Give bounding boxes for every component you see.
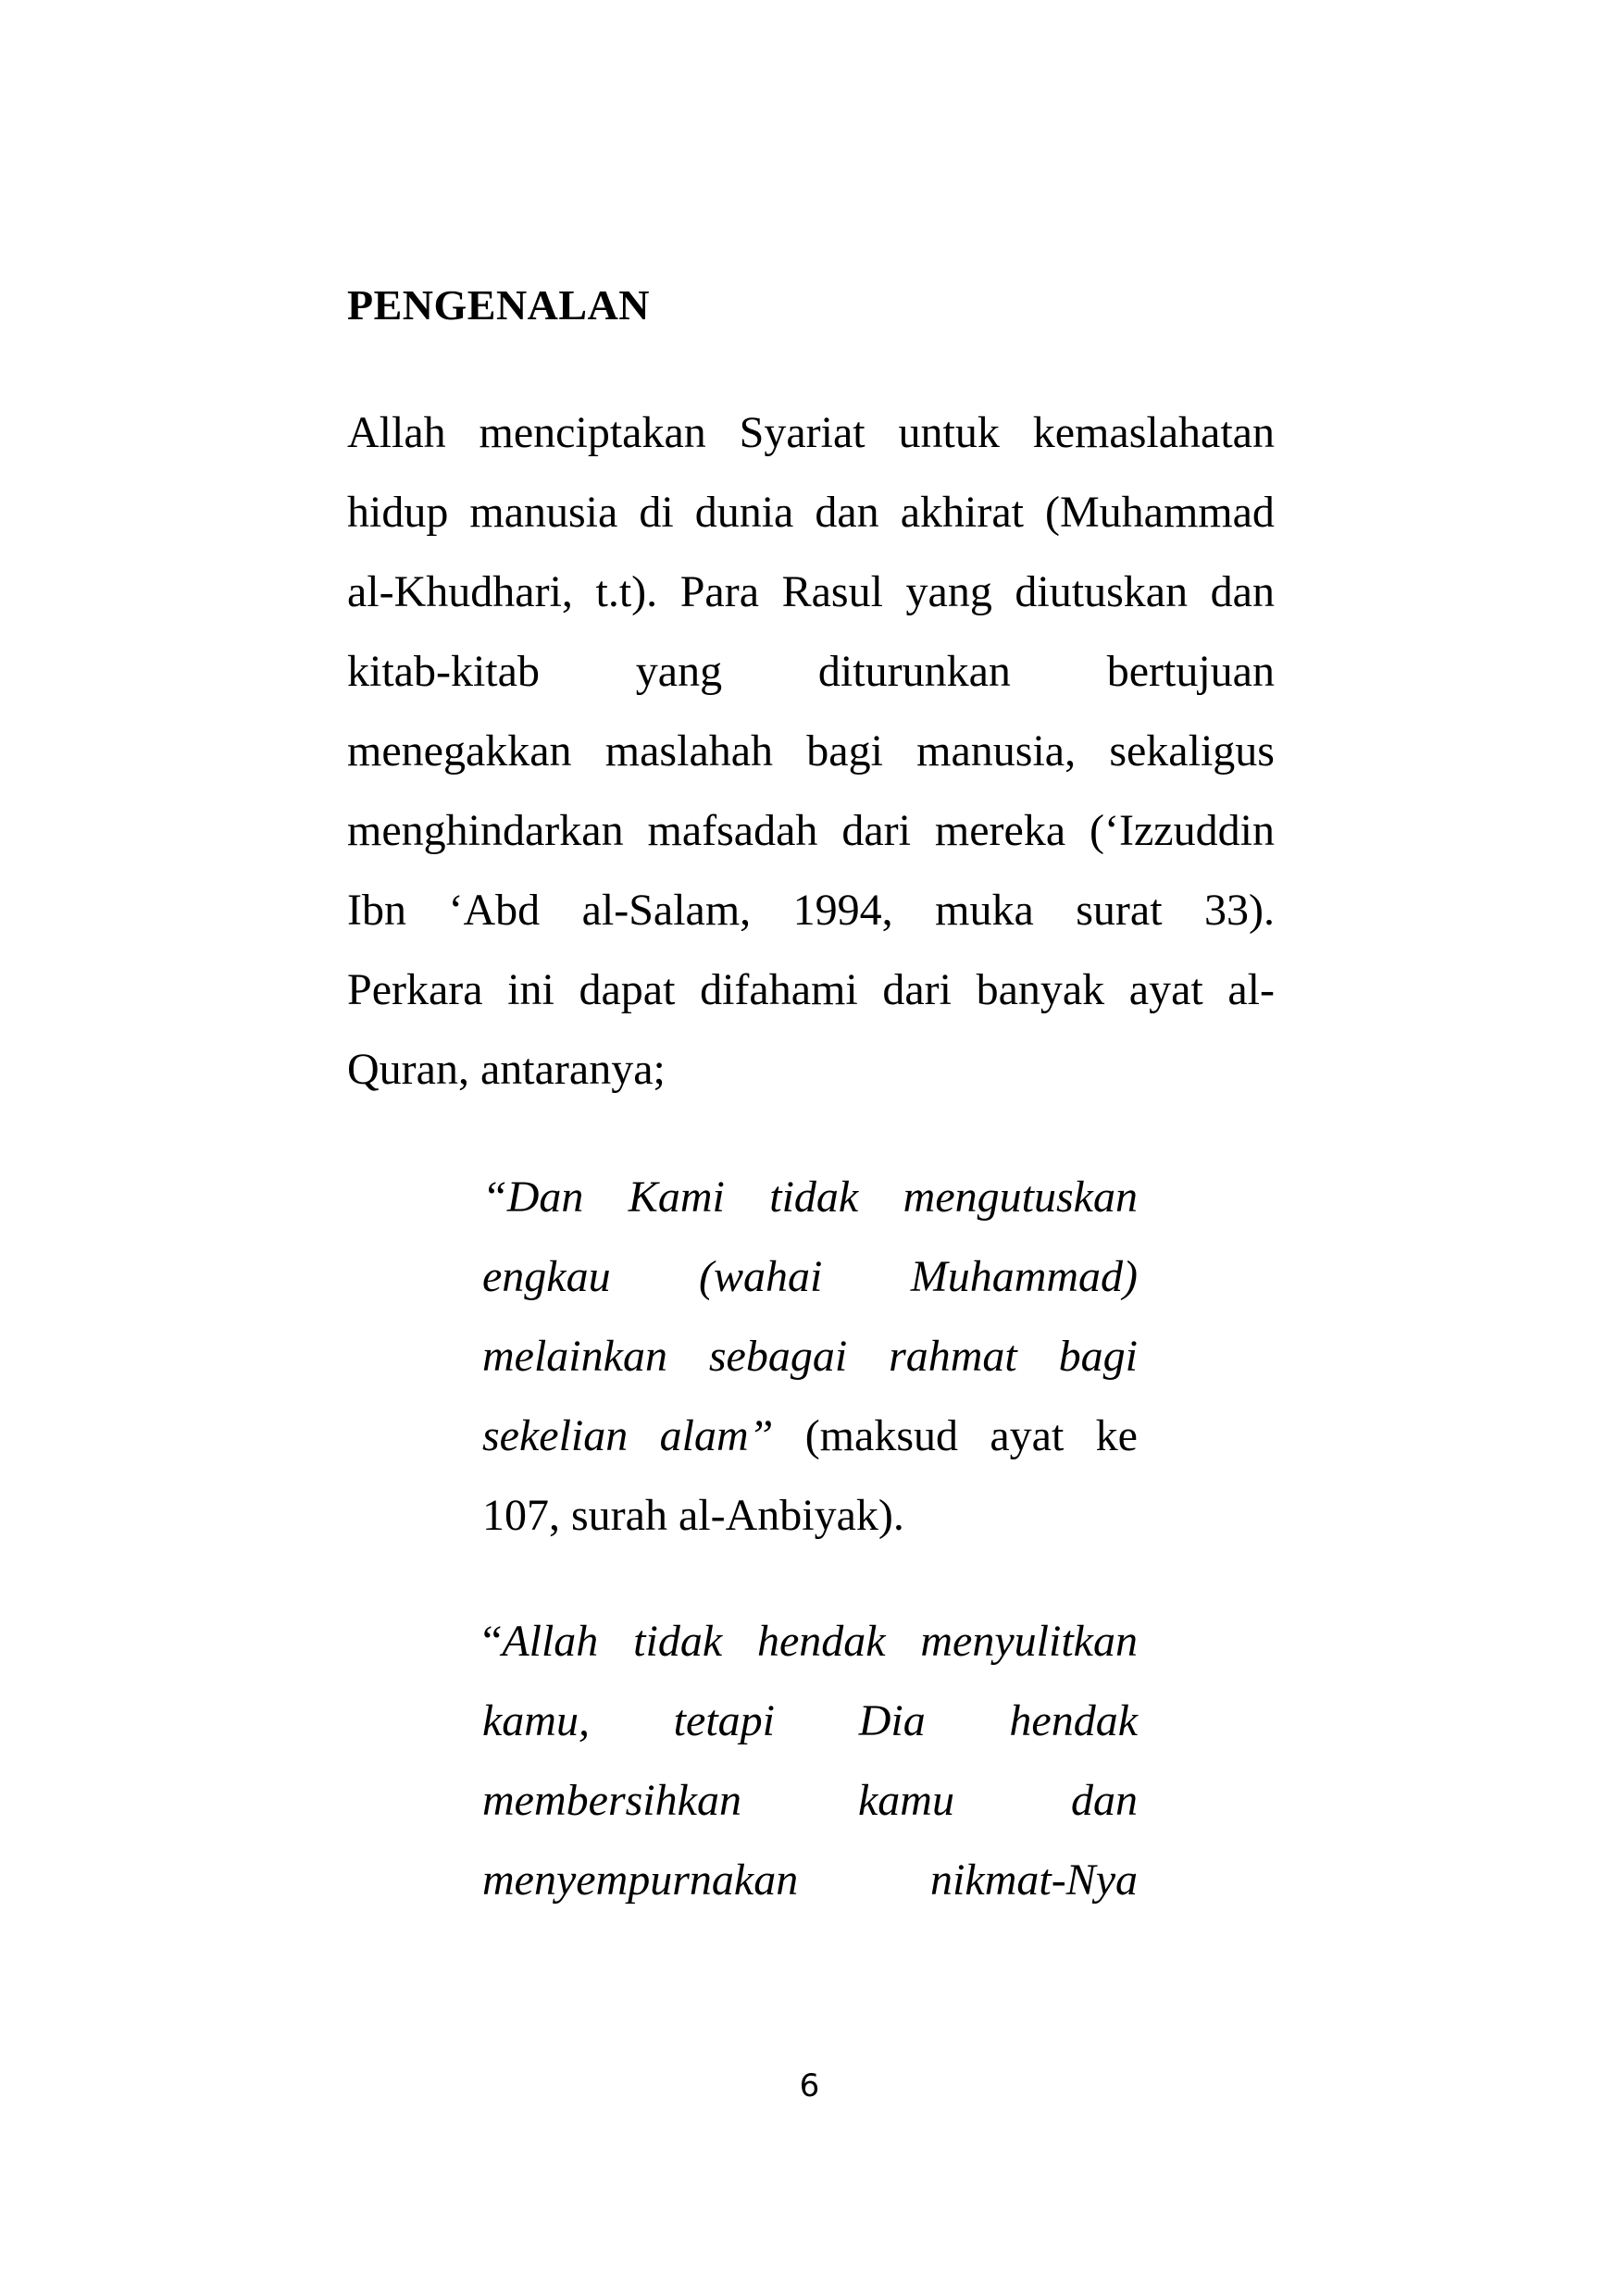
paragraph-line	[347, 961, 1275, 1020]
paragraph-line	[347, 642, 1275, 701]
word: hidup	[347, 488, 449, 537]
word: dan	[1071, 1776, 1138, 1825]
quote-line	[482, 1327, 1138, 1386]
word: menyulitkan	[920, 1617, 1138, 1666]
word: Allah	[347, 408, 446, 457]
word: maslahah	[604, 726, 774, 776]
word: Syariat	[739, 408, 866, 457]
word: “Dan	[482, 1173, 584, 1222]
paragraph-line	[347, 403, 1275, 463]
word: kamu	[857, 1776, 954, 1825]
word: al-Salam,	[581, 886, 752, 935]
section-heading: PENGENALAN	[347, 281, 651, 329]
quote-line	[482, 1692, 1138, 1751]
word: al-Khudhari,	[347, 567, 573, 616]
word: nikmat-Nya	[930, 1855, 1138, 1905]
word: ayat	[1128, 965, 1203, 1014]
word: kamu,	[482, 1696, 590, 1745]
paragraph-line	[347, 722, 1275, 781]
word: dari	[882, 965, 952, 1014]
word: diturunkan	[817, 647, 1011, 696]
paragraph-last-line: Quran, antaranya;	[347, 1045, 666, 1094]
word: menciptakan	[479, 408, 706, 457]
quote-line	[482, 1771, 1138, 1831]
word: ayat	[990, 1411, 1065, 1460]
word: menyempurnakan	[482, 1855, 799, 1905]
word: difahami	[700, 965, 858, 1014]
word: membersihkan	[482, 1776, 741, 1825]
word: (Muhammad	[1044, 488, 1275, 537]
word: yang	[635, 647, 723, 696]
word: (‘Izzuddin	[1090, 806, 1275, 855]
word: melainkan	[482, 1332, 667, 1381]
word: menegakkan	[347, 726, 572, 776]
quote-line	[482, 1407, 1138, 1466]
word: diutuskan	[1015, 567, 1189, 616]
word: akhirat	[900, 488, 1024, 537]
word: ini	[507, 965, 554, 1014]
word: mafsadah	[647, 806, 818, 855]
quote-line	[482, 1247, 1138, 1307]
word: (wahai	[698, 1252, 823, 1301]
word: mengutuskan	[903, 1173, 1138, 1222]
word: (maksud	[804, 1411, 958, 1460]
word: bagi	[1058, 1332, 1138, 1381]
word: hendak	[1009, 1696, 1138, 1745]
word: yang	[905, 567, 992, 616]
word: surat	[1076, 886, 1163, 935]
word: muka	[935, 886, 1034, 935]
word: tidak	[633, 1617, 723, 1666]
word: sekaligus	[1109, 726, 1275, 776]
paragraph-line	[347, 801, 1275, 861]
open-quote-mark: “	[482, 1617, 503, 1666]
paragraph-line	[347, 563, 1275, 622]
word: hendak	[756, 1617, 886, 1666]
paragraph-line	[347, 881, 1275, 940]
word: dari	[841, 806, 911, 855]
word: dan	[815, 488, 879, 537]
word: al-	[1227, 965, 1275, 1014]
word: ke	[1095, 1411, 1138, 1460]
word: ‘Abd	[448, 886, 541, 935]
word: menghindarkan	[347, 806, 624, 855]
word: dapat	[579, 965, 676, 1014]
word: 33).	[1204, 886, 1275, 935]
word: dan	[1210, 567, 1275, 616]
word: Rasul	[781, 567, 883, 616]
word: rahmat	[889, 1332, 1017, 1381]
word: manusia	[469, 488, 618, 537]
word: Para	[679, 567, 760, 616]
word: dunia	[694, 488, 794, 537]
word: Perkara	[347, 965, 483, 1014]
word: Allah	[502, 1617, 599, 1666]
word: Muhammad)	[910, 1252, 1138, 1301]
word: 1994,	[792, 886, 893, 935]
word: alam”	[659, 1411, 774, 1460]
word: manusia,	[916, 726, 1077, 776]
quote-citation-line: 107, surah al-Anbiyak).	[482, 1491, 904, 1540]
word: kemaslahatan	[1032, 408, 1275, 457]
word: sekelian	[482, 1411, 629, 1460]
word: Ibn	[347, 886, 406, 935]
word: kitab-kitab	[347, 647, 540, 696]
quote-line	[482, 1168, 1138, 1227]
quote-line	[482, 1612, 1138, 1671]
word: Kami	[628, 1173, 725, 1222]
word: untuk	[898, 408, 1000, 457]
word: bagi	[806, 726, 883, 776]
word: di	[639, 488, 674, 537]
word	[482, 1612, 598, 1671]
word: mereka	[934, 806, 1066, 855]
word: sebagai	[708, 1332, 848, 1381]
paragraph-line	[347, 483, 1275, 542]
word: bertujuan	[1106, 647, 1275, 696]
word: Dia	[858, 1696, 926, 1745]
word: banyak	[976, 965, 1105, 1014]
quote-line	[482, 1851, 1138, 1910]
page-number: 6	[799, 2067, 820, 2104]
word: engkau	[482, 1252, 611, 1301]
word: tetapi	[673, 1696, 775, 1745]
word: tidak	[769, 1173, 859, 1222]
word: t.t).	[595, 567, 658, 616]
